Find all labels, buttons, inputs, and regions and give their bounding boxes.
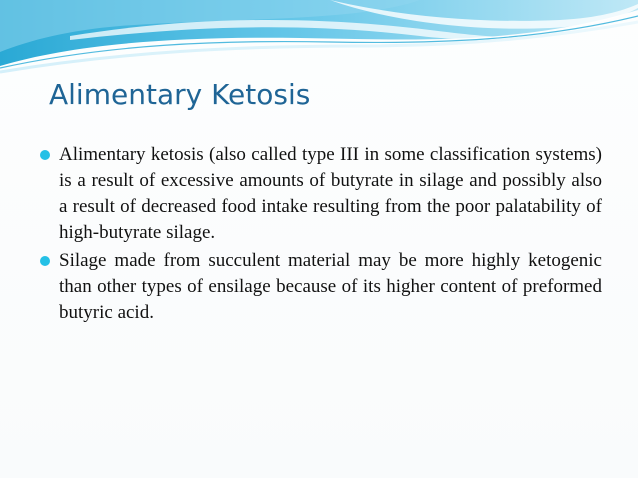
bullet-dot-icon bbox=[40, 150, 50, 160]
bullet-item bbox=[40, 142, 602, 246]
bullet-list bbox=[40, 142, 602, 328]
slide-title: Alimentary Ketosis bbox=[49, 78, 311, 111]
header-wave-decoration bbox=[0, 0, 638, 80]
bullet-text: Silage made from succulent material may be more highly ketogenic than other types of ensilage because of its higher content of preformed butyric acid. bbox=[59, 250, 602, 323]
bullet-item bbox=[40, 248, 602, 326]
bullet-text: Alimentary ketosis (also called type III in some classification systems) is a result of excessive amounts of butyrate in silage and possibly also a result of decreased food intake resulting from the poor palatability of high-butyrate silage. bbox=[59, 144, 602, 243]
bullet-dot-icon bbox=[40, 256, 50, 266]
